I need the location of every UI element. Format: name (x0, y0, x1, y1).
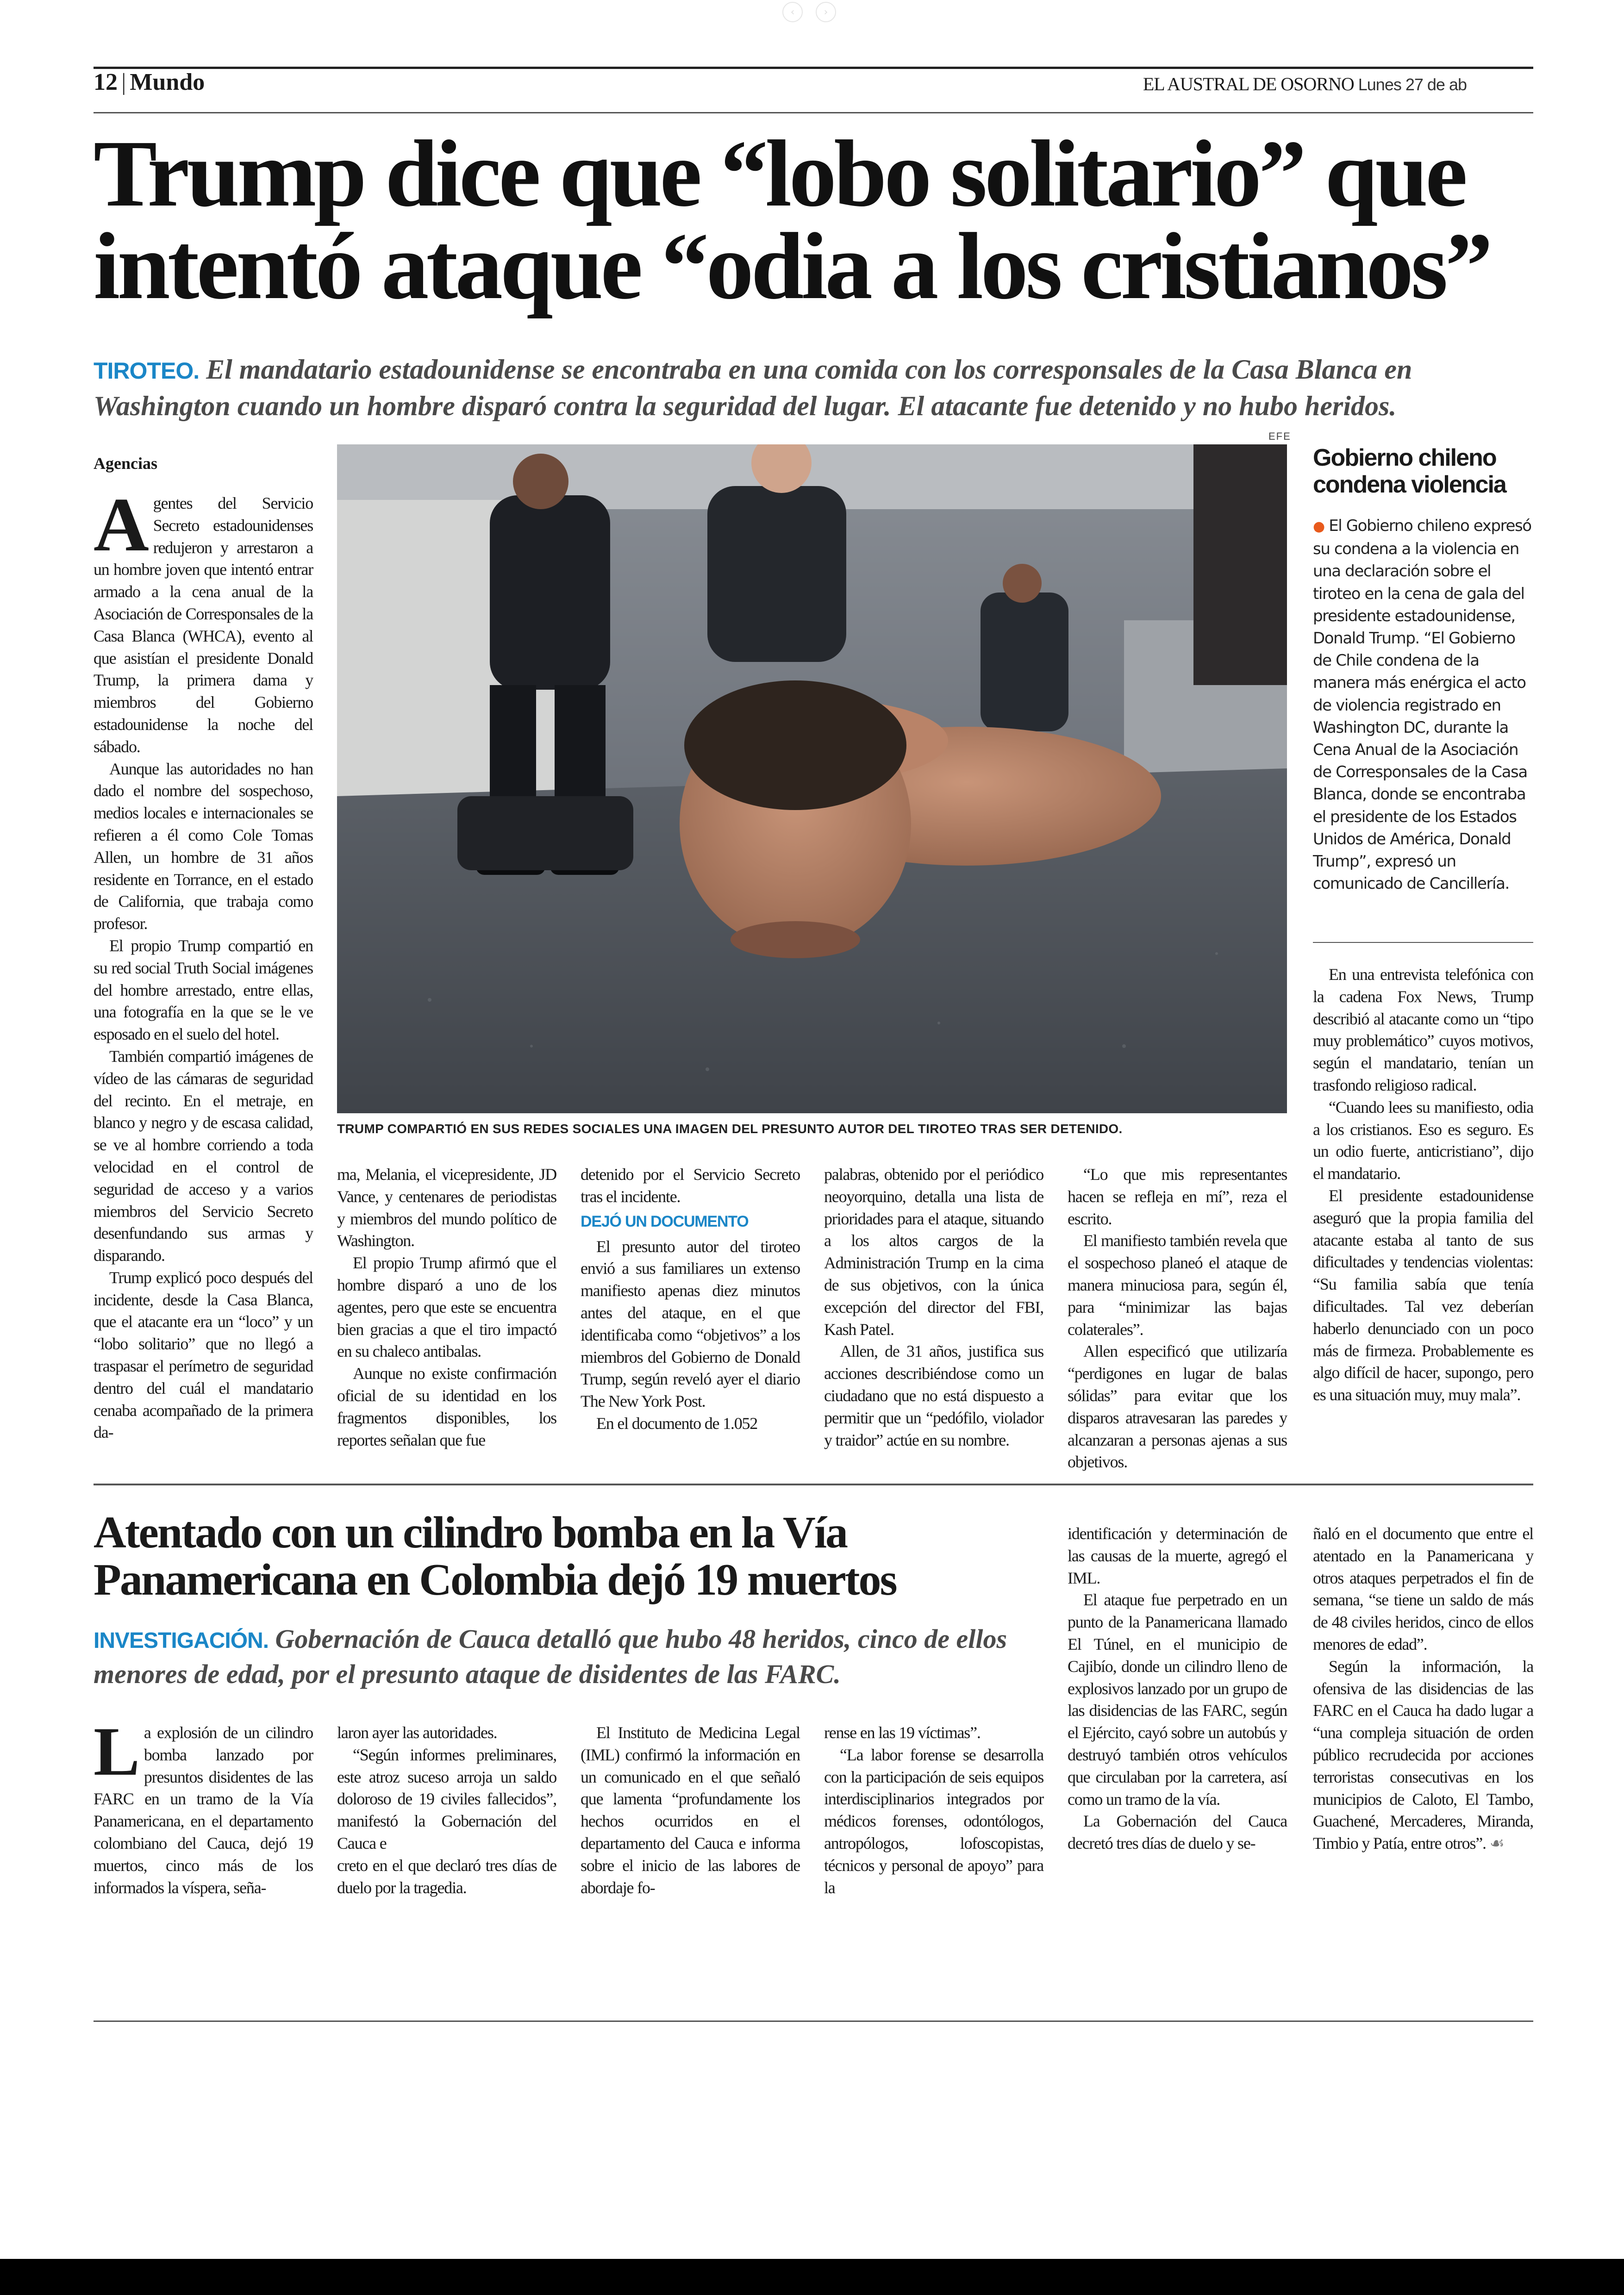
newspaper-dateline (1143, 73, 1467, 95)
previous-page-icon[interactable]: ‹ (782, 2, 803, 22)
newspaper-name: EL AUSTRAL DE OSORNO (1143, 74, 1354, 94)
paragraph: ma, Melania, el vicepresidente, JD Vance, y centenares de periodistas y miembros del mundo político de Washington. (337, 1165, 556, 1250)
paragraph: “Lo que mis representantes hacen se refleja en mí”, reza el escrito. (1068, 1165, 1287, 1228)
article2-column-4 (824, 1722, 1043, 1899)
article2-kicker (94, 1622, 1043, 1691)
news-photo (337, 444, 1287, 1113)
kicker-line-1 (94, 352, 1533, 388)
article-column-6 (1313, 964, 1533, 1406)
paragraph: Trump explicó poco después del incidente, desde la Casa Blanca, que el atacante era un “loco” y un “lobo solitario” que no llegó a traspasar el perímetro de seguridad dentro del cuál el mandatario cenaba acompañado de la primera da- (94, 1268, 313, 1442)
sidebar-rule (1313, 942, 1533, 943)
paragraph: “Según informes preliminares, este atroz suceso arroja un saldo doloroso de 19 civiles fallecidos”, manifestó la Gobernación del Cauca e (337, 1745, 556, 1852)
article2-column-2 (337, 1722, 556, 1899)
kicker-line-2: menores de edad, por el presunto ataque de disidentes de las FARC. (94, 1659, 841, 1689)
paragraph (94, 482, 313, 758)
drop-cap: A (94, 482, 149, 567)
article-column-3 (581, 1164, 800, 1435)
paragraph-text: Según la información, la ofensiva de las disidencias de las FARC en el Cauca ha dado lugar a “una compleja situación de orden público recrudecida por acciones terroristas consecutivas en los municipios de Caloto, El Tambo, Guachené, Mercaderes, Miranda, Timbio y Patía, entre otros”. (1313, 1657, 1533, 1853)
byline: Agencias (94, 454, 157, 473)
article2-headline: Atentado con un cilindro bomba en la Vía Panamericana en Colombia dejó 19 muertos (94, 1508, 896, 1605)
paragraph: identificación y determinación de las causas de la muerte, agregó el IML. (1068, 1524, 1287, 1587)
page-navigation (782, 2, 847, 20)
paragraph: La Gobernación del Cauca decretó tres días de duelo y se- (1068, 1812, 1287, 1853)
sidebar-title: Gobierno chileno condena violencia (1313, 444, 1506, 498)
paragraph: El Instituto de Medicina Legal (IML) confirmó la información en un comunicado en el que señaló que lamenta “profundamente los hechos ocurridos en el departamento del Cauca e informa sobre el inicio de las labores de abordaje fo- (581, 1723, 800, 1897)
header-top-rule (94, 67, 1533, 69)
issue-date: Lunes 27 de ab (1358, 75, 1467, 94)
section-subhead: DEJÓ UN DOCUMENTO (581, 1212, 749, 1230)
paragraph: El ataque fue perpetrado en un punto de la Panamericana llamado El Túnel, en el municipio de Cajibío, donde un cilindro lleno de explosivos lanzado por un grupo de las disidencias de las FARC, según el Ejército, cayó sobre un autobús y destruyó también otros vehículos que circulaban por la carretera, así como un tramo de la vía. (1068, 1590, 1287, 1809)
paragraph: El presunto autor del tiroteo envió a sus familiares un extenso manifiesto apenas diez minutos antes del ataque, en el que identificaba como “objetivos” a los miembros del Gobierno de Donald Trump, según reveló ayer el diario The New York Post. (581, 1237, 800, 1411)
bullet-icon: ● (1313, 518, 1324, 535)
paragraph: “La labor forense se desarrolla con la participación de seis equipos interdisciplinarios integrados por médicos forenses, odontólogos, antropólogos, lofoscopistas, técnicos y personal de apoyo” para la (824, 1745, 1043, 1897)
paragraph: Allen, de 31 años, justifica sus acciones describiéndose como un ciudadano que no está dispuesto a permitir que un “pedófilo, violador y traidor” actúe en su nombre. (824, 1342, 1043, 1449)
photo-caption: TRUMP COMPARTIÓ EN SUS REDES SOCIALES UNA IMAGEN DEL PRESUNTO AUTOR DEL TIROTEO TRAS SER DETENIDO. (337, 1122, 1123, 1136)
kicker-text-1: El mandatario estadounidense se encontraba en una comida con los corresponsales de la Casa Blanca en (206, 354, 1412, 385)
article-headline: Trump dice que “lobo solitario” que intentó ataque “odia a los cristianos” (94, 120, 1490, 319)
paragraph: El presidente estadounidense aseguró que la propia familia del atacante estaba al tanto de sus dificultades y tendencias violentas: “Su familia sabía que tenía dificultades. Tal vez deberían haberlo denunciado con un poco más de firmeza. Probablemente es algo difícil de hacer, supongo, pero es una situación muy, muy mala”. (1313, 1186, 1533, 1404)
paragraph: ñaló en el documento que entre el atentado en la Panamericana y otros ataques perpetrados el fin de semana, “se tiene un saldo de más de 48 civiles heridos, cinco de ellos menores de edad”. (1313, 1524, 1533, 1653)
sidebar-body: El Gobierno chileno expresó su condena a la violencia en una declaración sobre el tiroteo en la cena de gala del presidente estadounidense, Donald Trump. “El Gobierno de Chile condena de la manera más enérgica el acto de violencia registrado en Washington DC, durante la Cena Anual de la Asociación de Corresponsales de la Casa Blanca, donde se encontraba el presidente de los Estados Unidos de América, Donald Trump”, expresó un comunicado de Cancillería. (1313, 517, 1531, 893)
paragraph: El manifiesto también revela que el sospechoso planeó el ataque de manera minuciosa para, según él, para “minimizar las bajas colaterales”. (1068, 1231, 1287, 1339)
kicker-text-1: Gobernación de Cauca detalló que hubo 48 heridos, cinco de ellos (275, 1624, 1007, 1654)
paragraph: palabras, obtenido por el periódico neoyorquino, detalla una lista de prioridades para el ataque, situando a los altos cargos de la Administración Trump en la cima de sus objetivos, con la única excepción del director del FBI, Kash Patel. (824, 1165, 1043, 1339)
article-column-1 (94, 482, 313, 1444)
page-folio (94, 69, 205, 96)
section-name: Mundo (130, 69, 205, 95)
paragraph: laron ayer las autoridades. (337, 1723, 497, 1742)
article-kicker (94, 352, 1533, 424)
paragraph: También compartió imágenes de vídeo de las cámaras de seguridad del recinto. En el metraje, en blanco y negro y de escasa calidad, se ve al hombre corriendo a toda velocidad en el control de seguridad de acceso y a varios miembros del Servicio Secreto desenfundando sus armas y disparando. (94, 1047, 313, 1265)
paragraph: En una entrevista telefónica con la cadena Fox News, Trump describió al atacante como un “tipo muy problemático” cuyos motivos, según el mandatario, tenían un trasfondo religioso radical. (1313, 965, 1533, 1094)
article-column-5 (1068, 1164, 1287, 1473)
photo-credit: EFE (1268, 430, 1291, 442)
kicker-line-1 (94, 1622, 1043, 1658)
article-column-2 (337, 1164, 556, 1451)
paragraph: El propio Trump afirmó que el hombre disparó a uno de los agentes, pero que este se encuentra bien gracias a que el tiro impactó en su chaleco antibalas. (337, 1254, 556, 1361)
kicker-tag: INVESTIGACIÓN. (94, 1628, 269, 1653)
paragraph: “Cuando lees su manifiesto, odia a los cristianos. Eso es seguro. Es un odio fuerte, anticristiano”, dijo el mandatario. (1313, 1098, 1533, 1183)
viewer-bottom-bar (0, 2259, 1624, 2295)
paragraph: detenido por el Servicio Secreto tras el incidente. (581, 1165, 800, 1206)
page-number: 12 (94, 69, 118, 95)
paragraph (94, 1713, 313, 1899)
paragraph (1313, 1656, 1533, 1855)
end-of-article-icon: ☙ (1489, 1834, 1504, 1853)
article2-column-3 (581, 1722, 800, 1899)
paragraph: En el documento de 1.052 (596, 1414, 758, 1433)
paragraph-text: gentes del Servicio Secreto estadounidenses redujeron y arrestaron a un hombre joven que intentó entrar armado a la cena anual de la Asociación de Corresponsales de la Casa Blanca (WHCA), evento al que asistían el presidente Donald Trump, la primera dama y miembros del Gobierno estadounidense la noche del sábado. (94, 494, 313, 756)
article2-column-6 (1313, 1523, 1533, 1855)
paragraph: Allen especificó que utilizaría “perdigones en lugar de balas sólidas” para evitar que los disparos atravesaran las paredes y alcanzaran a personas ajenas a sus objetivos. (1068, 1342, 1287, 1472)
kicker-line-2: Washington cuando un hombre disparó contra la seguridad del lugar. El atacante fue detenido y no hubo heridos. (94, 391, 1397, 421)
article-column-4 (824, 1164, 1043, 1451)
kicker-tag: TIROTEO. (94, 358, 200, 384)
next-page-icon[interactable]: › (816, 2, 836, 22)
arrest-photo-illustration (337, 444, 1287, 1113)
header-bottom-rule (94, 112, 1533, 113)
article-divider (94, 1484, 1533, 1485)
article2-column-5 (1068, 1523, 1287, 1855)
paragraph: El propio Trump compartió en su red social Truth Social imágenes del hombre arrestado, entre ellas, una fotografía en la que se le ve esposado en el suelo del hotel. (94, 936, 313, 1044)
sidebar-text (1313, 515, 1533, 895)
paragraph-text: a explosión de un cilindro bomba lanzado por presuntos disidentes de las FARC en un tramo de la Vía Panamericana, en el departamento colombiano del Cauca, dejó 19 muertos, cinco más de los informados la víspera, seña- (94, 1723, 313, 1897)
paragraph: Aunque no existe confirmación oficial de su identidad en los fragmentos disponibles, los reportes señalan que fue (337, 1364, 556, 1449)
bottom-rule (94, 2021, 1533, 2022)
paragraph: Aunque las autoridades no han dado el nombre del sospechoso, medios locales e internacionales se refieren a él como Cole Tomas Allen, un hombre de 31 años residente en Torrance, en el estado de California, que trabaja como profesor. (94, 759, 313, 933)
paragraph: rense en las 19 víctimas”. (824, 1723, 981, 1742)
article2-column-1 (94, 1713, 313, 1899)
drop-cap: L (94, 1713, 139, 1790)
folio-separator: | (121, 69, 126, 95)
paragraph: creto en el que declaró tres días de duelo por la tragedia. (337, 1856, 556, 1897)
